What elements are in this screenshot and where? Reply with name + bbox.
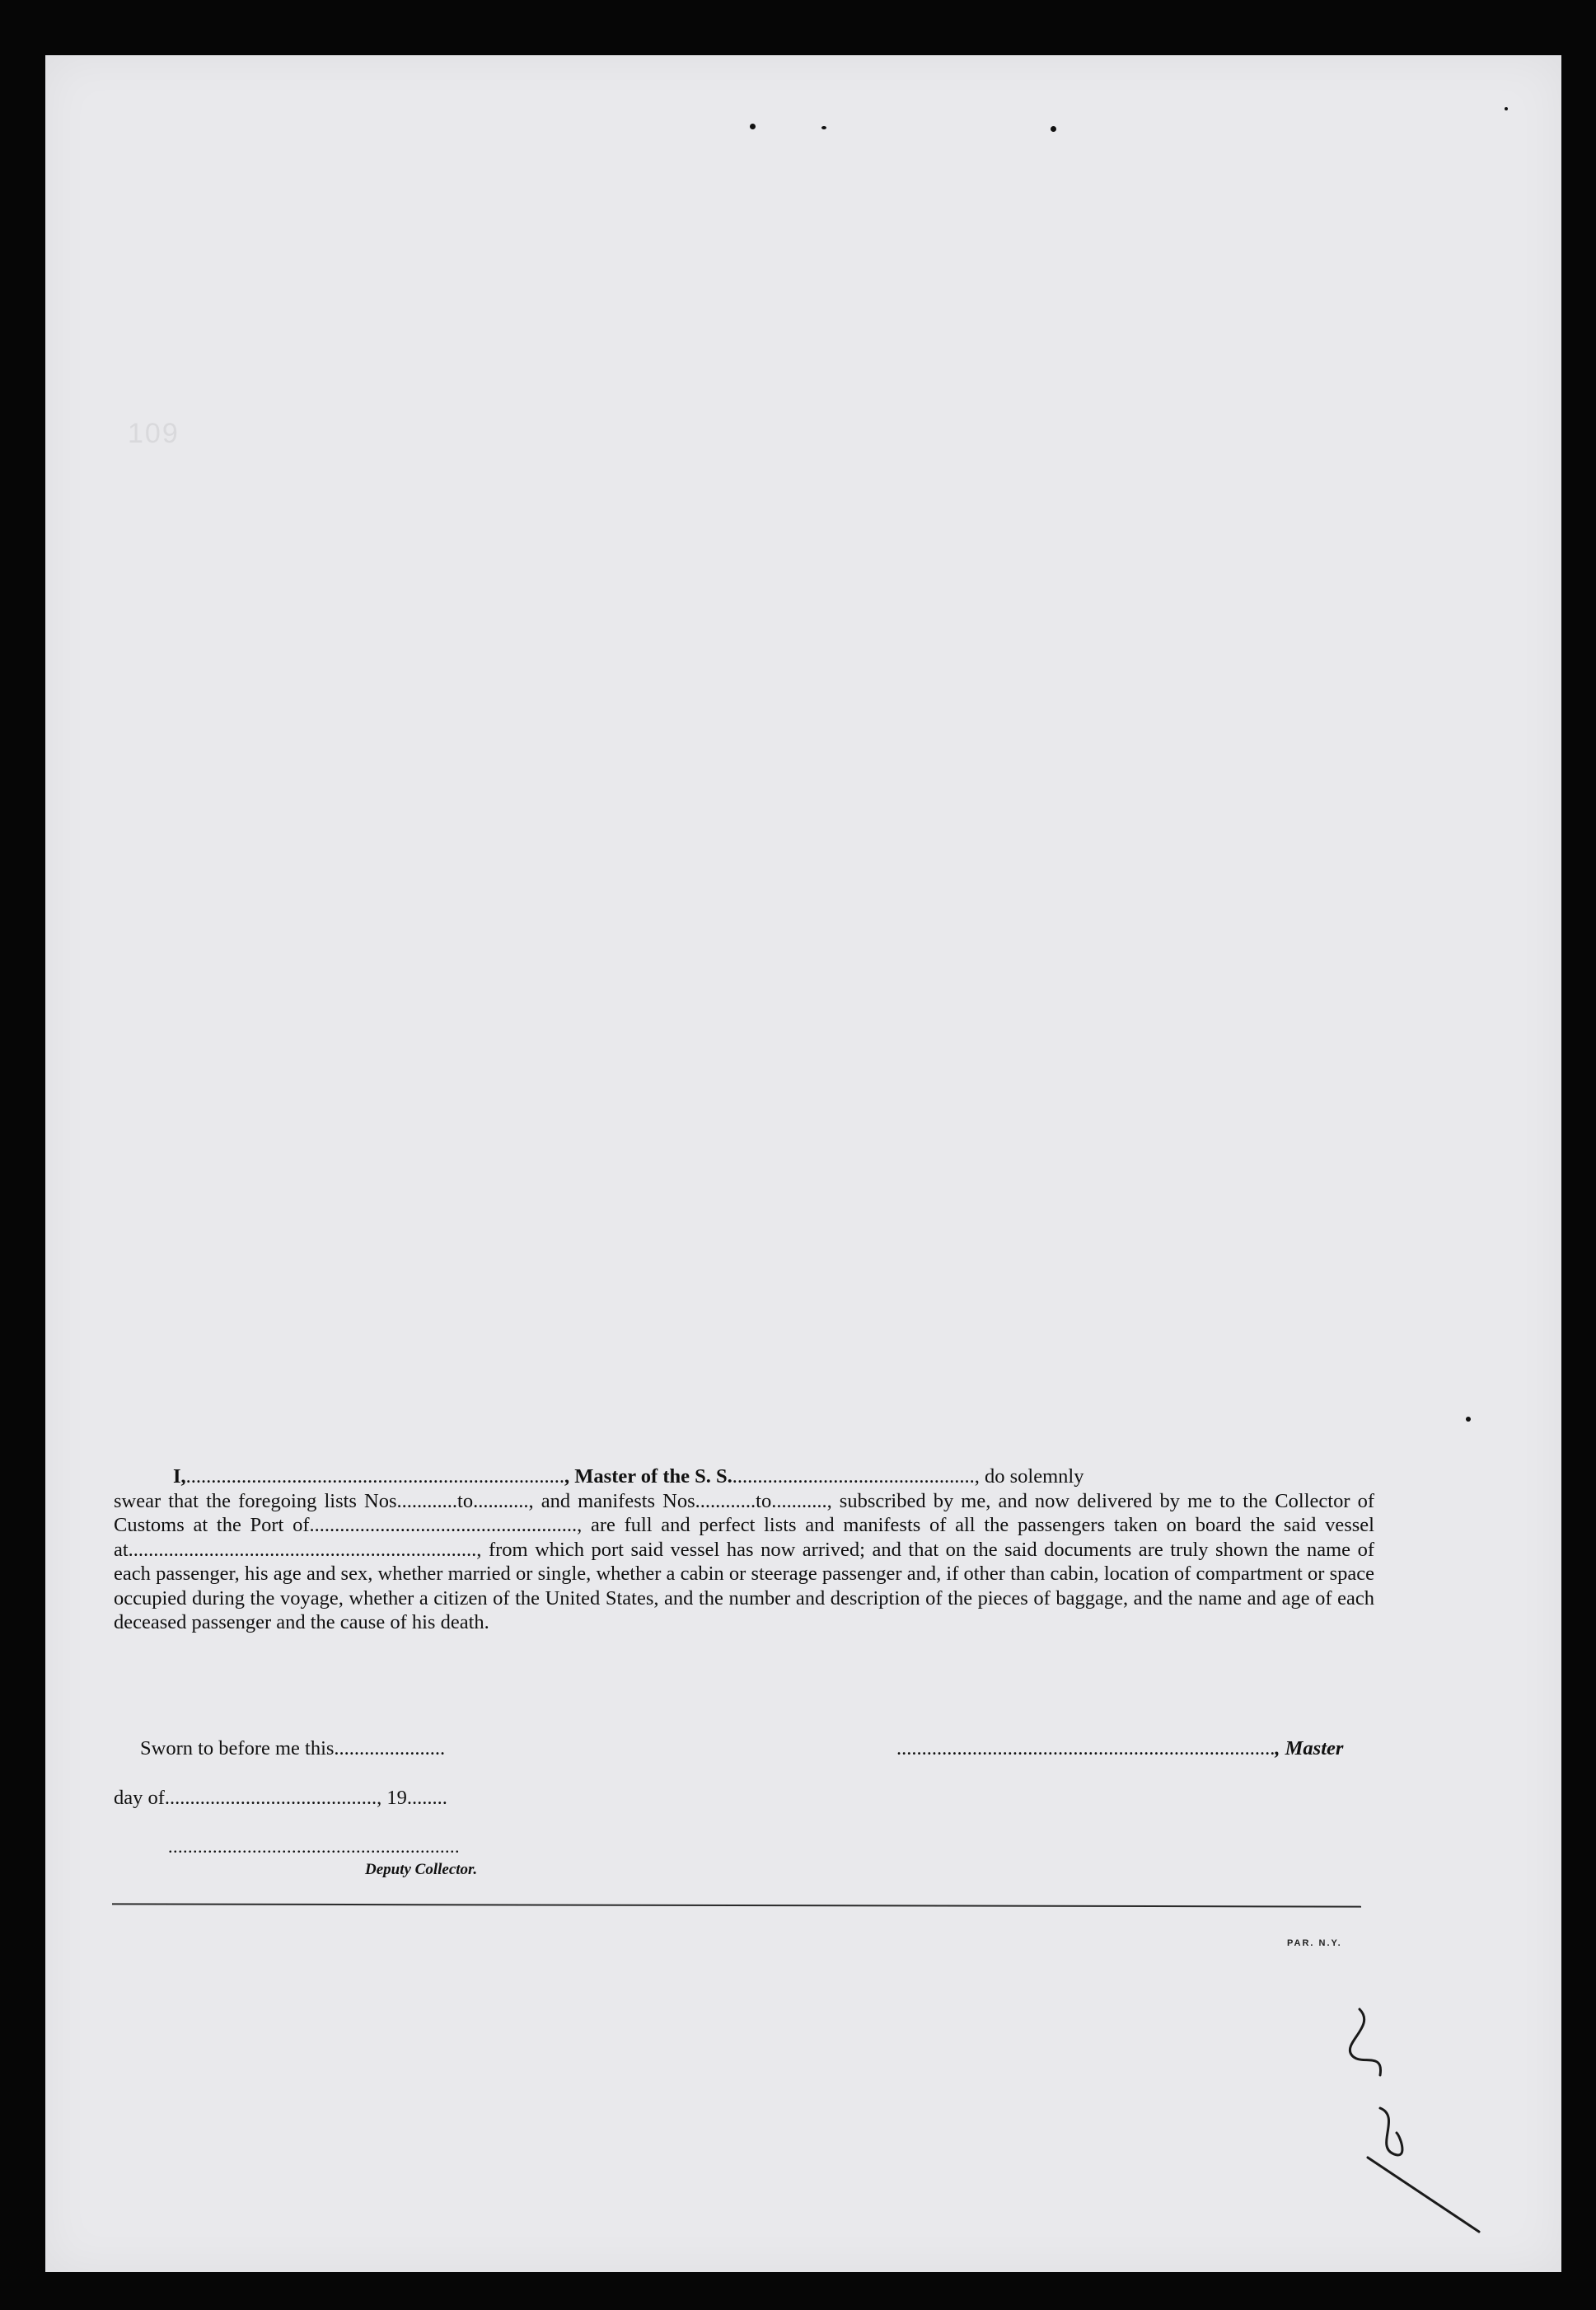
master-of-label: , Master of the S. S. — [564, 1465, 732, 1488]
oath-body: swear that the foregoing lists Nos............to..........., and manifests Nos............to..........., subscribed by me, and now delivered by me to the Collector of Customs at the Port of....................................................., are full and perfect lists and manifests of all the passengers taken on board the said vessel at....................................................................., from which port said vessel has now arrived; and that on the said documents are truly shown the name of each passenger, his age and sex, whether married or single, whether a cabin or steerage passenger and, if other than cabin, location of compartment or space occupied during the voyage, whether a citizen of the United States, and the number and description of the pieces of baggage, and the name and age of each deceased passenger and the cause of his death. — [114, 1489, 1374, 1633]
day-of-line: day of.........................................., 19........ — [114, 1787, 447, 1809]
ink-speck — [1466, 1417, 1471, 1422]
oath-i: I, — [173, 1465, 186, 1488]
solemnly-text: , do solemnly — [974, 1465, 1084, 1488]
ink-speck — [821, 126, 826, 129]
faint-show-through-number: 109 — [128, 418, 180, 449]
master-dots: ........................................................................... — [896, 1737, 1275, 1759]
ink-speck — [1505, 107, 1508, 110]
ink-speck — [750, 124, 756, 129]
sworn-line: Sworn to before me this...................... — [140, 1737, 446, 1759]
deputy-signature-dots: ........................................................... — [168, 1836, 460, 1857]
master-label: , Master — [1275, 1737, 1344, 1759]
oath-paragraph — [114, 1464, 1374, 1635]
handwritten-mark-icon — [1310, 1993, 1491, 2240]
name-blank: ........................................................................... — [185, 1465, 565, 1488]
oath-first-line — [114, 1464, 1374, 1489]
master-signature-line — [896, 1737, 1343, 1760]
printer-mark: PAR. N.Y. — [1287, 1938, 1342, 1948]
ship-blank: ................................................ — [732, 1465, 975, 1488]
ink-speck — [1051, 126, 1056, 132]
deputy-collector-label: Deputy Collector. — [365, 1861, 478, 1878]
